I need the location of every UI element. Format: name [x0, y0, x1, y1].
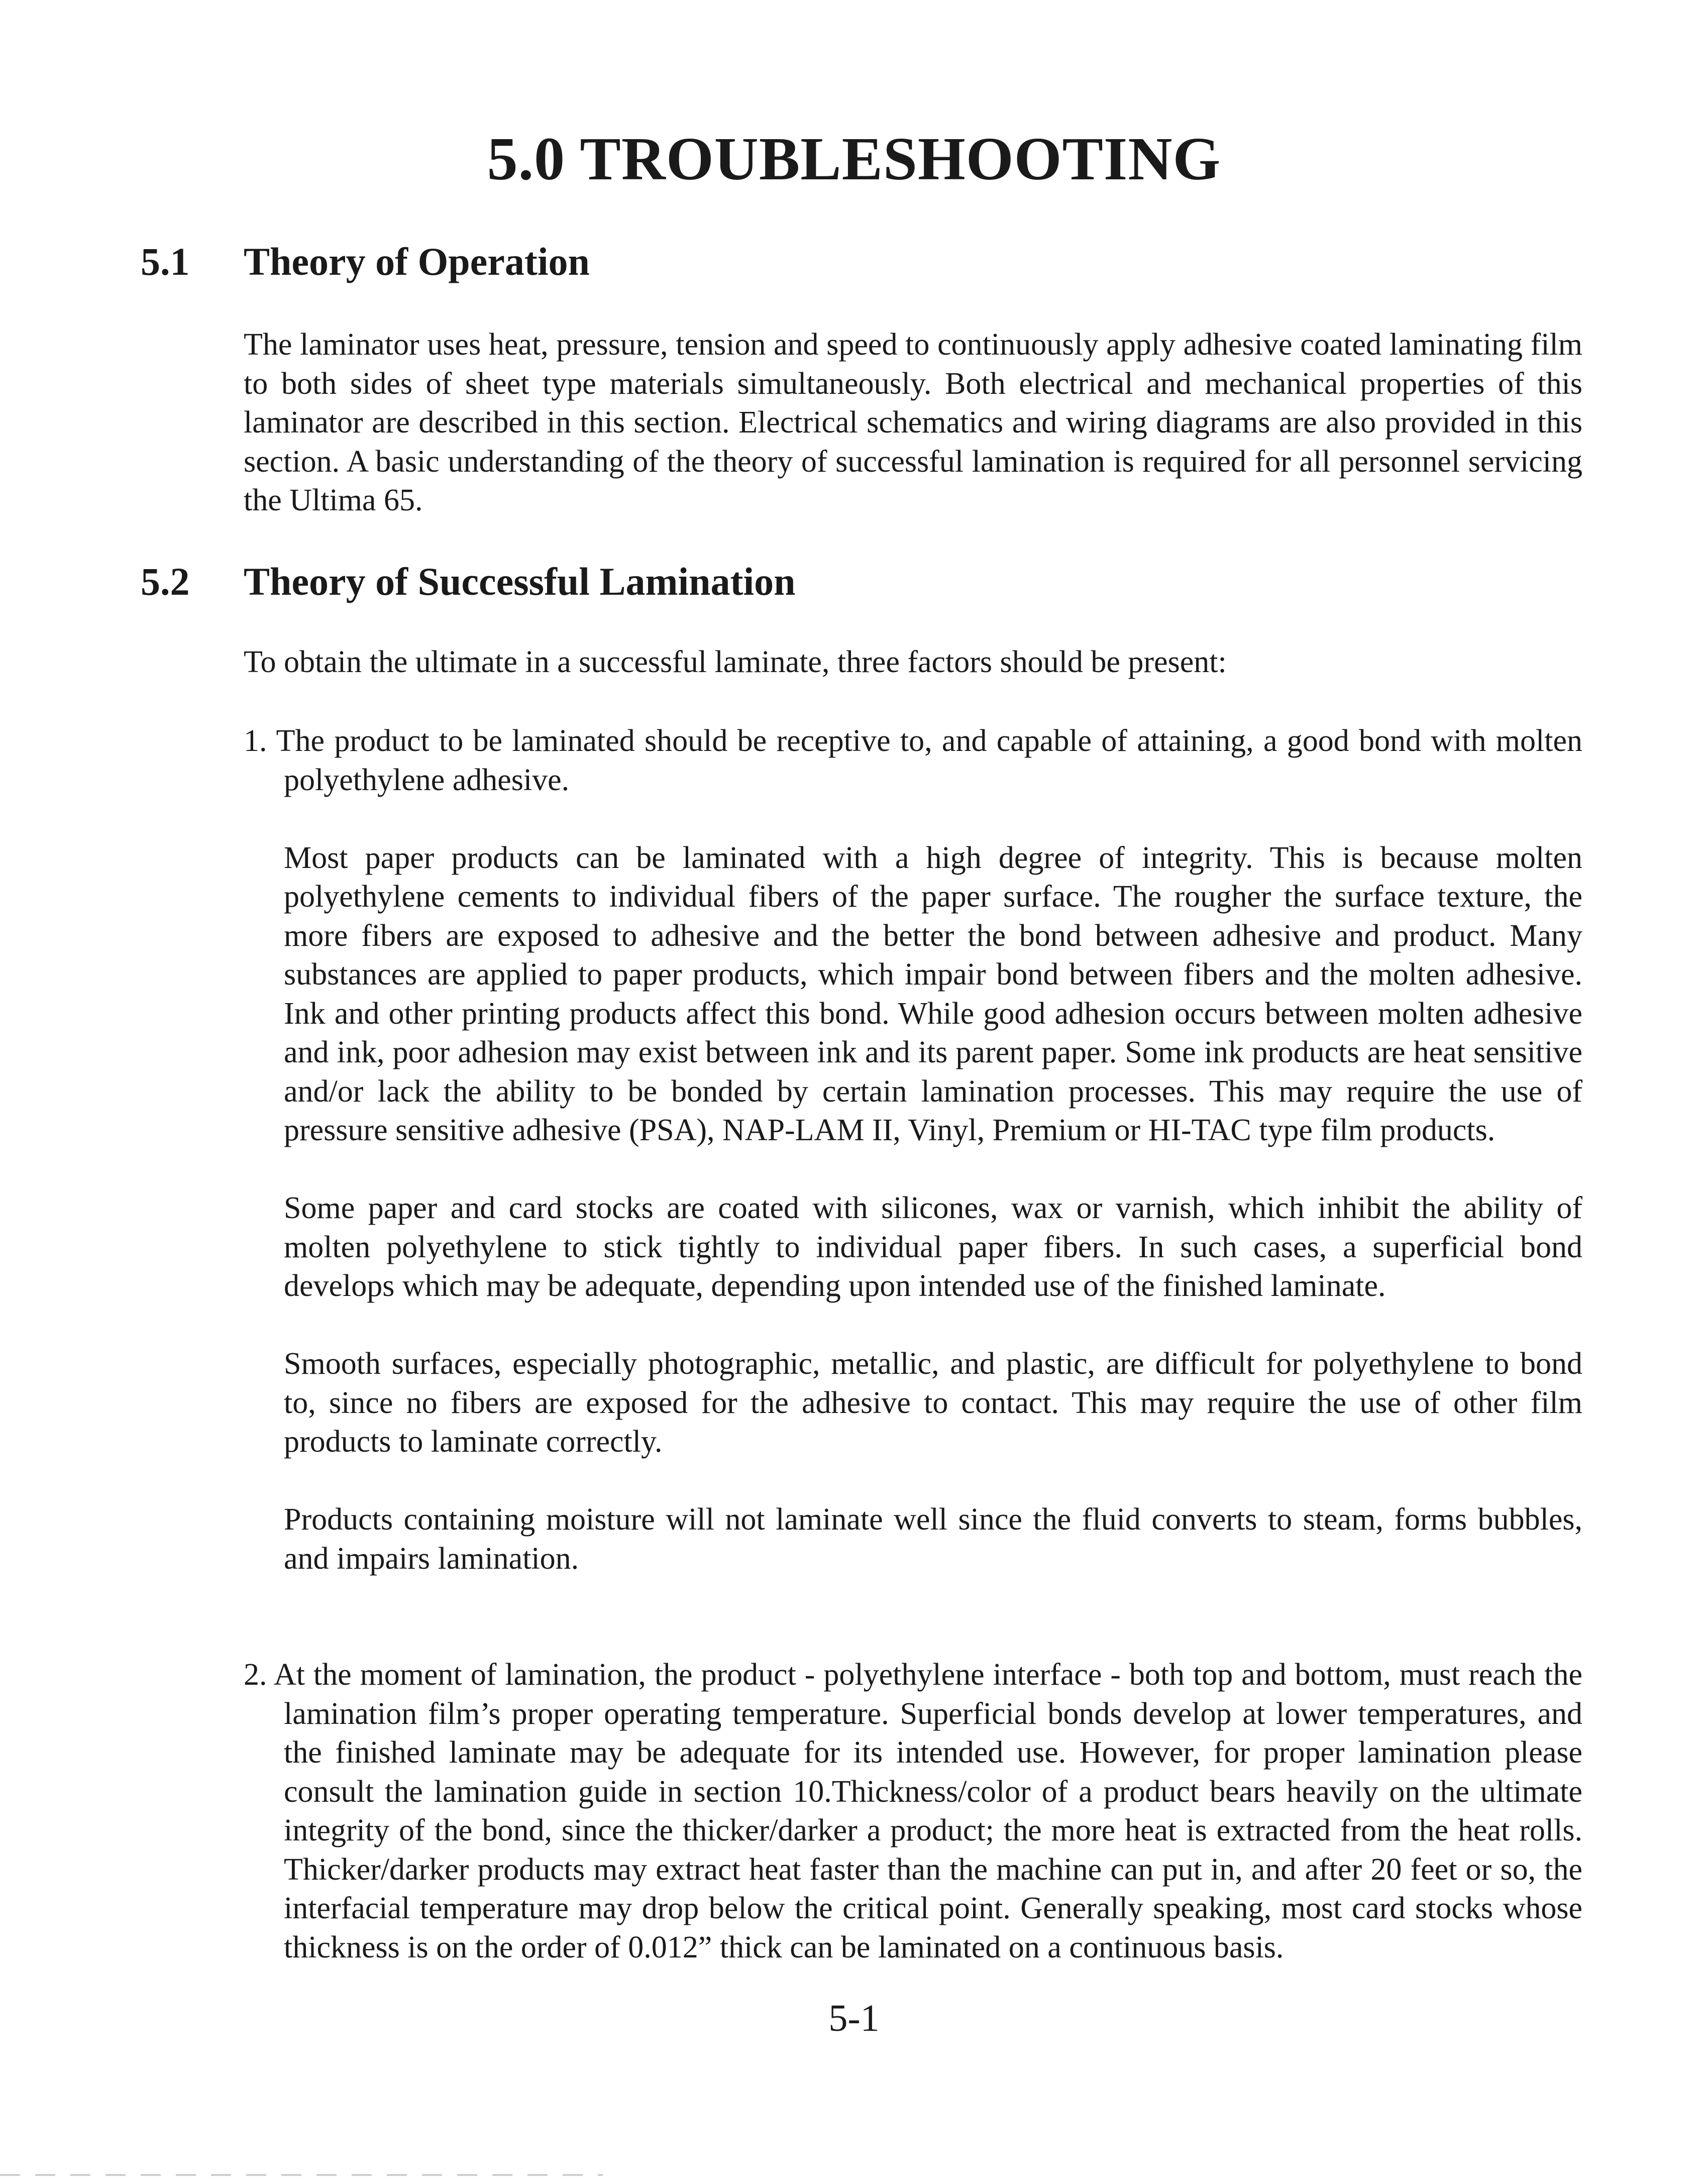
list-item-2	[244, 1656, 1582, 1967]
list-item-paragraph: Most paper products can be laminated with a high degree of integrity. This is because molten polyethylene cements to individual fibers of the paper surface. The rougher the surface texture, the more fibers are exposed to adhesive and the better the bond between adhesive and product. Many substances are applied to paper products, which impair bond between fibers and the molten adhesive. Ink and other printing products affect this bond. While good adhesion occurs between molten adhesive and ink, poor adhesion may exist between ink and its parent paper. Some ink products are heat sensitive and/or lack the ability to be bonded by certain lamination processes. This may require the use of pressure sensitive adhesive (PSA), NAP-LAM II, Vinyl, Premium or HI-TAC type film products.	[284, 840, 1582, 1147]
section-heading-5-1	[141, 240, 590, 283]
list-item-1	[244, 722, 1582, 1578]
list-item-lead: 2. At the moment of lamination, the product - polyethylene interface - both top and bottom, must reach the lamination film’s proper operating temperature. Superficial bonds develop at lower temperatures, and the finished laminate may be adequate for its intended use. However, for proper lamination please consult the lamination guide in section 10.Thickness/color of a product bears heavily on the ultimate integrity of the bond, since the thicker/darker a product; the more heat is extracted from the heat rolls. Thicker/darker products may extract heat faster than the machine can put in, and after 20 feet or so, the interfacial temperature may drop below the critical point. Generally speaking, most card stocks whose thickness is on the order of 0.012” thick can be laminated on a continuous basis.	[244, 1658, 1582, 1965]
section-title: Theory of Operation	[244, 240, 590, 283]
list-item-paragraph: Smooth surfaces, especially photographic, metallic, and plastic, are difficult for polyethylene to bond to, since no fibers are exposed for the adhesive to contact. This may require the use of other film products to laminate correctly.	[284, 1347, 1582, 1459]
section-title: Theory of Successful Lamination	[244, 560, 796, 603]
section-number: 5.2	[141, 560, 190, 603]
list-item-paragraph: Some paper and card stocks are coated with silicones, wax or varnish, which inhibit the ability of molten polyethylene to stick tightly to individual paper fibers. In such cases, a superficial bond develops which may be adequate, depending upon intended use of the finished laminate.	[284, 1191, 1582, 1303]
page-number: 5-1	[828, 1997, 880, 2039]
list-item-lead: 1. The product to be laminated should be receptive to, and capable of attaining, a good bond with molten polyethylene adhesive.	[244, 724, 1582, 797]
section-heading-5-2	[141, 560, 796, 603]
list-item-paragraph: Products containing moisture will not laminate well since the fluid converts to steam, forms bubbles, and impairs lamination.	[284, 1502, 1582, 1576]
section-number: 5.1	[141, 240, 190, 283]
theory-of-operation-paragraph: The laminator uses heat, pressure, tension and speed to continuously apply adhesive coated laminating film to both sides of sheet type materials simultaneously. Both electrical and mechanical properties of this laminator are described in this section. Electrical schematics and wiring diagrams are also provided in this section. A basic understanding of the theory of successful lamination is required for all personnel servicing the Ultima 65.	[244, 328, 1582, 517]
footer-divider	[0, 2174, 603, 2176]
lamination-intro-paragraph: To obtain the ultimate in a successful laminate, three factors should be present:	[244, 645, 1227, 679]
page-title: 5.0 TROUBLESHOOTING	[487, 125, 1221, 193]
